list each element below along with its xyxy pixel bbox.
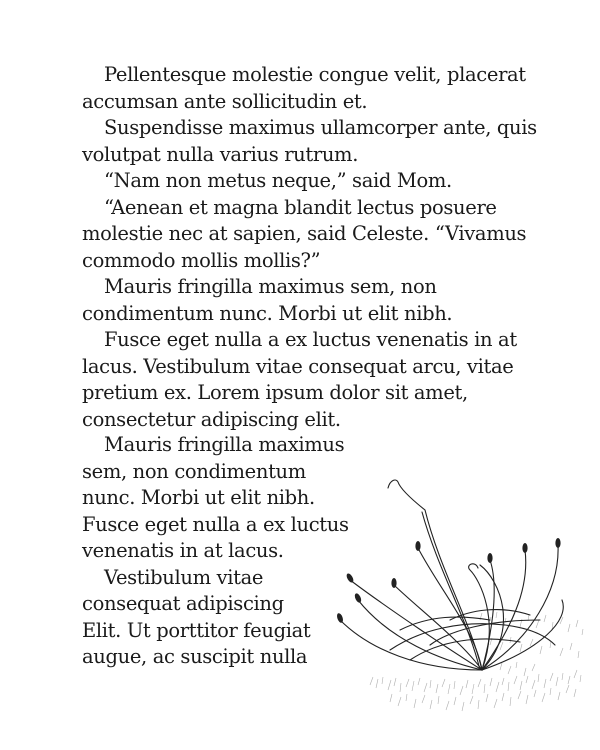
umbrella-ribs <box>340 480 563 670</box>
text-line: “Aenean et magna blandit lectus posuere <box>104 195 497 219</box>
text-line: “Nam non metus neque,” said Mom. <box>104 169 452 192</box>
grass-texture <box>370 612 583 711</box>
text-line: Fusce eget nulla a ex luctus <box>82 512 349 536</box>
text-line: Mauris fringilla maximus <box>104 433 345 456</box>
paragraph-4 <box>82 195 527 275</box>
text-line: Vestibulum vitae <box>104 565 264 589</box>
text-line: venenatis in at lacus. <box>82 539 284 562</box>
text-line: pretium ex. Lorem ipsum dolor sit amet, <box>82 381 468 404</box>
text-line: sem, non condimentum <box>82 459 306 483</box>
umbrella-sketch-icon <box>330 470 590 720</box>
text-line: consectetur adipiscing elit. <box>82 407 341 431</box>
text-line: consequat adipiscing <box>82 592 284 615</box>
text-line: volutpat nulla varius rutrum. <box>82 142 359 166</box>
text-line: Suspendisse maximus ullamcorper ante, quis <box>104 116 537 139</box>
text-line: Pellentesque molestie congue velit, placerat <box>104 63 526 86</box>
text-line: lacus. Vestibulum vitae consequat arcu, vitae <box>82 354 514 378</box>
text-line: condimentum nunc. Morbi ut elit nibh. <box>82 301 453 325</box>
paragraph-1 <box>82 62 526 115</box>
paragraph-5 <box>82 274 522 327</box>
main-text <box>82 62 537 433</box>
text-line: augue, ac suscipit nulla <box>82 645 308 668</box>
text-line: Fusce eget nulla a ex luctus venenatis in at <box>104 328 517 351</box>
paragraph-2 <box>82 115 537 168</box>
paragraph-3 <box>82 168 522 195</box>
text-line: commodo mollis mollis?” <box>82 248 321 272</box>
column-text <box>82 432 349 671</box>
rib-tips <box>336 538 561 624</box>
text-line: nunc. Morbi ut elit nibh. <box>82 486 315 509</box>
paragraph-6 <box>82 327 522 433</box>
text-line: Elit. Ut porttitor feugiat <box>82 618 311 642</box>
text-line: accumsan ante sollicitudin et. <box>82 89 368 113</box>
text-line: Mauris fringilla maximus sem, non <box>104 275 437 298</box>
text-line: molestie nec at sapien, said Celeste. “Vivamus <box>82 222 527 245</box>
column-paragraph-2 <box>82 565 342 671</box>
column-paragraph-1 <box>82 432 349 565</box>
